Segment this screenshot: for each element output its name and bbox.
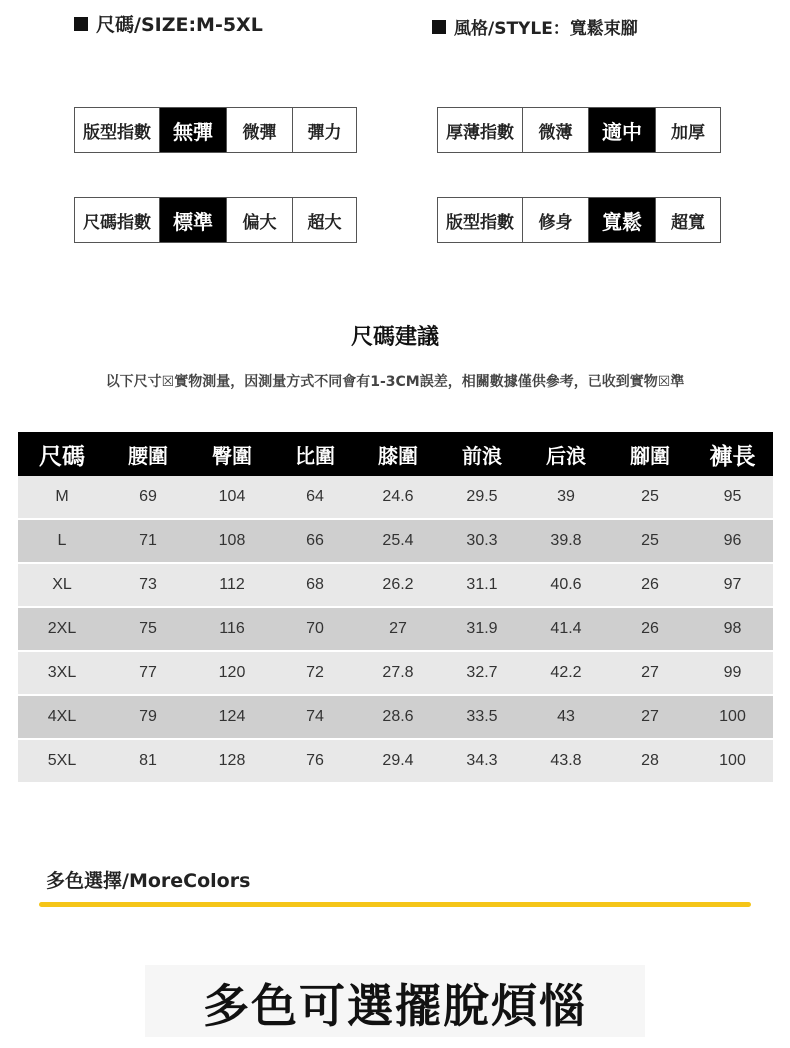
table-cell: 98 xyxy=(692,607,773,651)
table-cell: 24.6 xyxy=(356,476,440,519)
table-row xyxy=(18,651,773,695)
table-cell: 29.4 xyxy=(356,739,440,783)
fit-index-label: 版型指數 xyxy=(446,212,514,233)
table-cell: 33.5 xyxy=(440,695,524,739)
table-cell: 43.8 xyxy=(524,739,608,783)
column-header: 比圍 xyxy=(274,432,356,476)
table-cell: 116 xyxy=(190,607,274,651)
style-text: 風格/STYLE：寬鬆束腳 xyxy=(454,19,638,39)
table-cell: 28 xyxy=(608,739,692,783)
size-range-heading xyxy=(74,10,263,37)
elasticity-index xyxy=(74,107,357,153)
table-cell: 99 xyxy=(692,651,773,695)
table-cell: 70 xyxy=(274,607,356,651)
table-cell: 27 xyxy=(356,607,440,651)
table-cell: 43 xyxy=(524,695,608,739)
size-table xyxy=(18,432,773,784)
table-cell: 28.6 xyxy=(356,695,440,739)
table-cell: 108 xyxy=(190,519,274,563)
table-cell: 40.6 xyxy=(524,563,608,607)
fit-index xyxy=(437,197,721,243)
table-cell: 41.4 xyxy=(524,607,608,651)
table-cell: 76 xyxy=(274,739,356,783)
table-cell: 71 xyxy=(106,519,190,563)
thickness-index xyxy=(437,107,721,153)
table-cell: 32.7 xyxy=(440,651,524,695)
elasticity-option-2: 彈力 xyxy=(292,108,356,152)
accent-divider xyxy=(39,902,751,907)
sizing-index-label: 尺碼指數 xyxy=(83,212,151,233)
table-cell: 31.9 xyxy=(440,607,524,651)
table-cell: 27 xyxy=(608,651,692,695)
more-colors-banner: 多色可選擺脫煩惱 xyxy=(203,979,587,1033)
column-header: 前浪 xyxy=(440,432,524,476)
table-cell: 69 xyxy=(106,476,190,519)
table-cell: 75 xyxy=(106,607,190,651)
table-cell: 4XL xyxy=(18,695,106,739)
table-cell: 64 xyxy=(274,476,356,519)
size-table-header xyxy=(18,432,773,476)
thickness-index-label: 厚薄指數 xyxy=(446,122,514,143)
table-row xyxy=(18,563,773,607)
table-cell: 97 xyxy=(692,563,773,607)
square-bullet-icon xyxy=(432,20,446,34)
fit-option-1: 寬鬆 xyxy=(588,198,655,242)
table-cell: 42.2 xyxy=(524,651,608,695)
elasticity-index-label: 版型指數 xyxy=(83,122,151,143)
thickness-option-2: 加厚 xyxy=(655,108,720,152)
column-header: 腰圍 xyxy=(106,432,190,476)
table-cell: 74 xyxy=(274,695,356,739)
table-cell: 73 xyxy=(106,563,190,607)
table-row xyxy=(18,607,773,651)
size-chart-note: 以下尺寸☒實物測量，因測量方式不同會有1-3CM誤差，相關數據僅供參考，已收到實物☒準 xyxy=(105,374,685,390)
fit-option-2: 超寬 xyxy=(655,198,720,242)
table-cell: 27 xyxy=(608,695,692,739)
sizing-index xyxy=(74,197,357,243)
size-chart-title: 尺碼建議 xyxy=(350,325,439,350)
sizing-option-0: 標準 xyxy=(159,198,226,242)
elasticity-option-0: 無彈 xyxy=(159,108,226,152)
table-cell: 120 xyxy=(190,651,274,695)
table-cell: 26.2 xyxy=(356,563,440,607)
table-row xyxy=(18,695,773,739)
sizing-option-1: 偏大 xyxy=(226,198,292,242)
table-cell: 2XL xyxy=(18,607,106,651)
table-cell: 31.1 xyxy=(440,563,524,607)
table-cell: XL xyxy=(18,563,106,607)
sizing-option-2: 超大 xyxy=(292,198,356,242)
table-cell: 3XL xyxy=(18,651,106,695)
table-cell: 112 xyxy=(190,563,274,607)
table-cell: 30.3 xyxy=(440,519,524,563)
table-cell: M xyxy=(18,476,106,519)
table-cell: 124 xyxy=(190,695,274,739)
table-cell: 128 xyxy=(190,739,274,783)
table-cell: 96 xyxy=(692,519,773,563)
table-row xyxy=(18,476,773,519)
thickness-option-1: 適中 xyxy=(588,108,655,152)
table-cell: 25.4 xyxy=(356,519,440,563)
table-cell: 95 xyxy=(692,476,773,519)
table-cell: 100 xyxy=(692,739,773,783)
table-cell: 104 xyxy=(190,476,274,519)
table-cell: 34.3 xyxy=(440,739,524,783)
column-header: 腳圍 xyxy=(608,432,692,476)
table-cell: 29.5 xyxy=(440,476,524,519)
table-cell: L xyxy=(18,519,106,563)
table-cell: 81 xyxy=(106,739,190,783)
elasticity-option-1: 微彈 xyxy=(226,108,292,152)
table-cell: 39.8 xyxy=(524,519,608,563)
fit-option-0: 修身 xyxy=(522,198,588,242)
table-row xyxy=(18,739,773,783)
table-cell: 26 xyxy=(608,563,692,607)
table-cell: 25 xyxy=(608,519,692,563)
more-colors-label: 多色選擇/MoreColors xyxy=(46,870,251,892)
square-bullet-icon xyxy=(74,17,88,31)
table-cell: 5XL xyxy=(18,739,106,783)
table-cell: 77 xyxy=(106,651,190,695)
table-cell: 25 xyxy=(608,476,692,519)
table-cell: 68 xyxy=(274,563,356,607)
table-cell: 39 xyxy=(524,476,608,519)
table-cell: 26 xyxy=(608,607,692,651)
table-cell: 79 xyxy=(106,695,190,739)
style-heading xyxy=(432,14,638,39)
table-cell: 100 xyxy=(692,695,773,739)
table-row xyxy=(18,519,773,563)
column-header: 尺碼 xyxy=(18,432,106,476)
column-header: 臀圍 xyxy=(190,432,274,476)
table-cell: 66 xyxy=(274,519,356,563)
table-cell: 72 xyxy=(274,651,356,695)
size-range-text: 尺碼/SIZE:M-5XL xyxy=(96,14,263,36)
column-header: 后浪 xyxy=(524,432,608,476)
table-cell: 27.8 xyxy=(356,651,440,695)
column-header: 膝圍 xyxy=(356,432,440,476)
thickness-option-0: 微薄 xyxy=(522,108,588,152)
column-header: 褲長 xyxy=(692,432,773,476)
